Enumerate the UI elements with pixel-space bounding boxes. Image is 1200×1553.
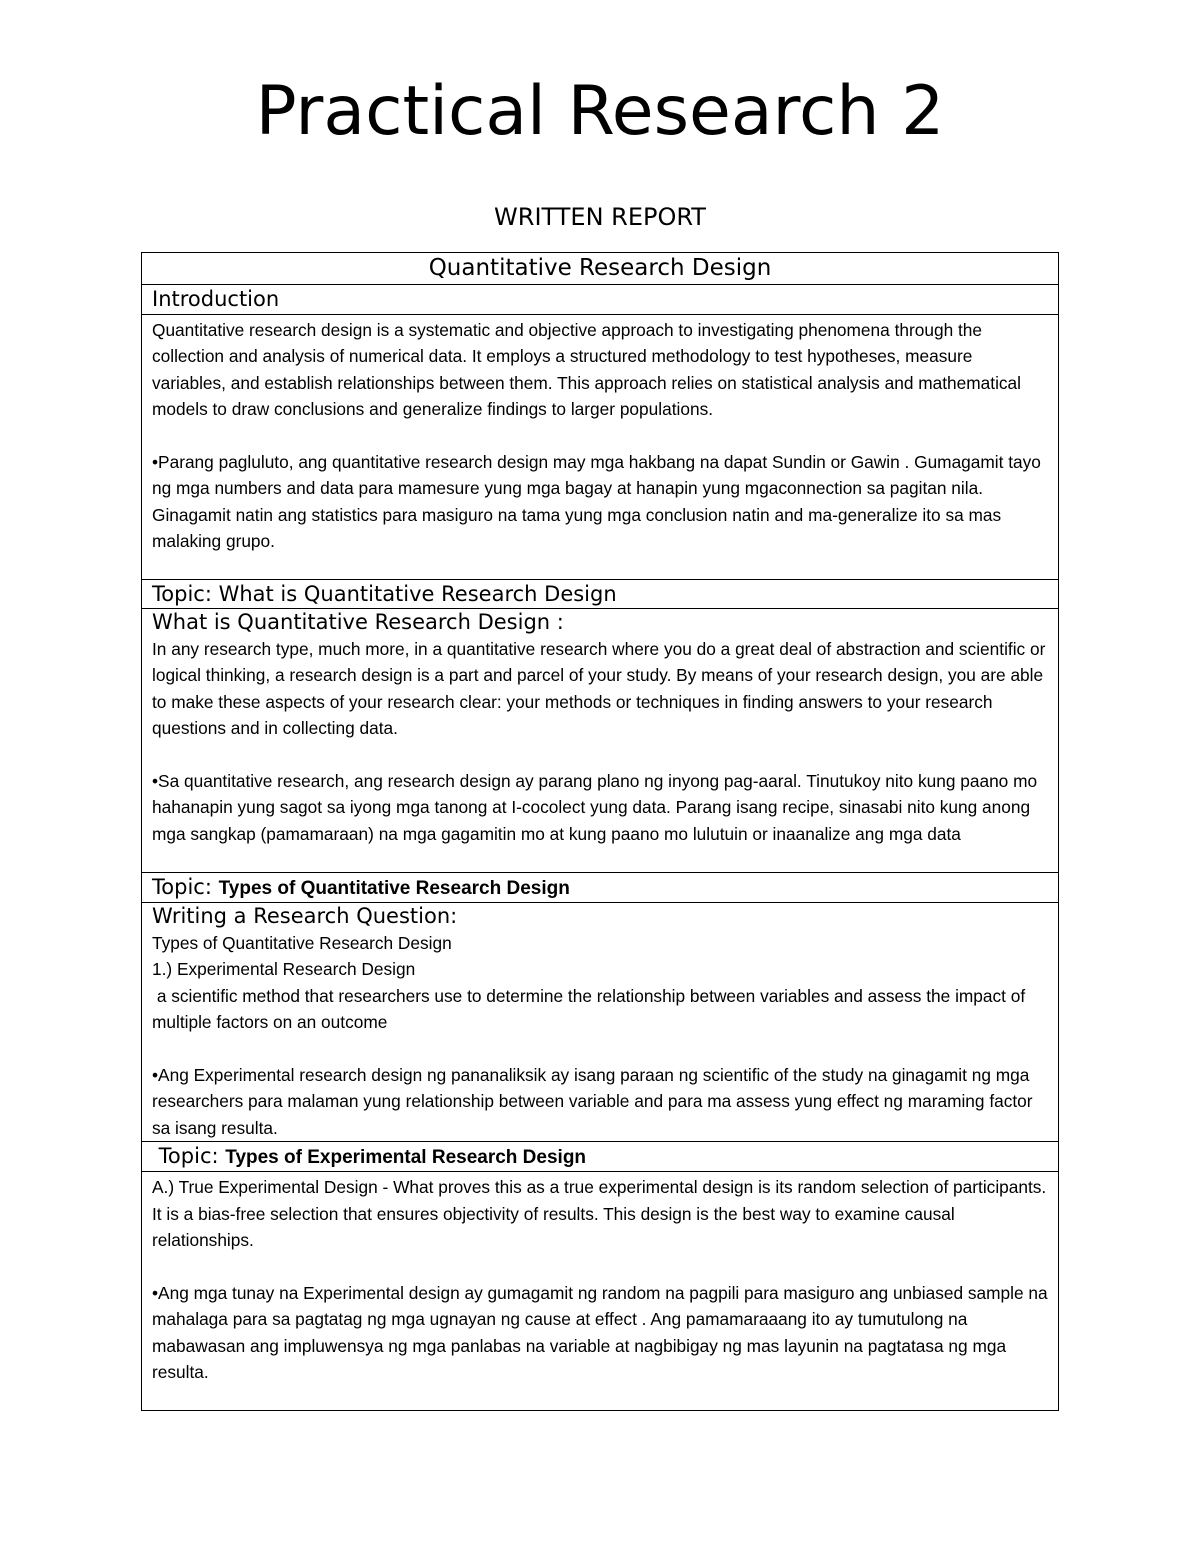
topic2-label-bold: Types of Quantitative Research Design xyxy=(218,878,570,899)
table-row xyxy=(142,1142,1059,1172)
table-row xyxy=(142,580,1059,609)
introduction-cell xyxy=(142,315,1059,580)
topic1-paragraph-fil: •Sa quantitative research, ang research design ay parang plano ng inyong pag-aaral. Tinutukoy nito kung paano mo hahanapin yung sagot sa iyong mga tanong at I-cocolect yung data. Parang isang recipe, sinasabi nito kung anong mga sangkap (pamamaraan) na mga gagamitin mo at kung paano mo lulutuin or inaanalize ang mga data xyxy=(152,771,1038,844)
table-row xyxy=(142,315,1059,580)
topic2-label-prefix: Topic: xyxy=(152,875,219,899)
topic2-cell xyxy=(142,903,1059,1142)
topic1-paragraph-en: In any research type, much more, in a quantitative research where you do a great deal of abstraction and scientific or logical thinking, a research design is a part and parcel of your study. By means of your research design, you are able to make these aspects of your research clear: your methods or techniques in finding answers to your research questions and in collecting data. xyxy=(152,639,1046,739)
table-row xyxy=(142,873,1059,903)
topic3-label-prefix: Topic: xyxy=(152,1144,226,1169)
table-row xyxy=(142,285,1059,315)
topic3-label xyxy=(142,1142,1059,1172)
table-header: Quantitative Research Design xyxy=(142,253,1059,285)
table-row xyxy=(142,609,1059,873)
topic3-paragraph-fil: •Ang mga tunay na Experimental design ay gumagamit ng random na pagpili para masiguro ang unbiased sample na mahalaga para sa pagtatag ng mga ugnayan ng cause at effect . Ang pamamaraaang ito ay tumutulong na mabawasan ang impluwensya ng mga panlabas na variable at nagbibigay ng mas layunin na pagtatasa ng mga resulta. xyxy=(152,1282,1048,1383)
topic2-line1: Types of Quantitative Research Design xyxy=(152,933,452,953)
document-subtitle: WRITTEN REPORT xyxy=(494,203,706,231)
topic2-paragraph-fil: •Ang Experimental research design ng pananaliksik ay isang paraan ng scientific of the study na ginagamit ng mga researchers para malaman yung relationship between variable and para ma assess yung effect ng maraming factor sa isang resulta. xyxy=(152,1065,1033,1138)
topic2-heading: Writing a Research Question: xyxy=(152,904,458,928)
topic1-heading: What is Quantitative Research Design : xyxy=(152,610,564,634)
topic3-cell xyxy=(142,1172,1059,1411)
report-table xyxy=(141,252,1059,1411)
document-title: Practical Research 2 xyxy=(255,72,945,151)
topic2-label xyxy=(142,873,1059,903)
topic3-label-bold: Types of Experimental Research Design xyxy=(225,1147,587,1169)
table-row xyxy=(142,1172,1059,1411)
topic1-label: Topic: What is Quantitative Research Design xyxy=(142,580,1059,609)
topic2-line2: 1.) Experimental Research Design xyxy=(152,959,416,980)
introduction-paragraph-fil: •Parang pagluluto, ang quantitative research design may mga hakbang na dapat Sundin or Gawin . Gumagamit tayo ng mga numbers and data para mamesure yung mga bagay at hanapin yung mgaconnection sa pagitan nila. Ginagamit natin ang statistics para masiguro na tama yung mga conclusion natin and ma-generalize ito sa mas malaking grupo. xyxy=(152,452,1041,552)
topic3-paragraph-en: A.) True Experimental Design - What proves this as a true experimental design is its random selection of participants. It is a bias-free selection that ensures objectivity of results. This design is the best way to examine causal relationships. xyxy=(152,1177,1047,1251)
introduction-paragraph-en: Quantitative research design is a systematic and objective approach to investigating phenomena through the collection and analysis of numerical data. It employs a structured methodology to test hypotheses, measure variables, and establish relationships between them. This approach relies on statistical analysis and mathematical models to draw conclusions and generalize findings to larger populations. xyxy=(152,320,1022,420)
table-row xyxy=(142,253,1059,285)
introduction-label: Introduction xyxy=(142,285,1059,315)
topic2-paragraph-en: a scientific method that researchers use to determine the relationship between variables and assess the impact of multiple factors on an outcome xyxy=(152,985,1030,1033)
table-row xyxy=(142,903,1059,1142)
topic1-cell xyxy=(142,609,1059,873)
